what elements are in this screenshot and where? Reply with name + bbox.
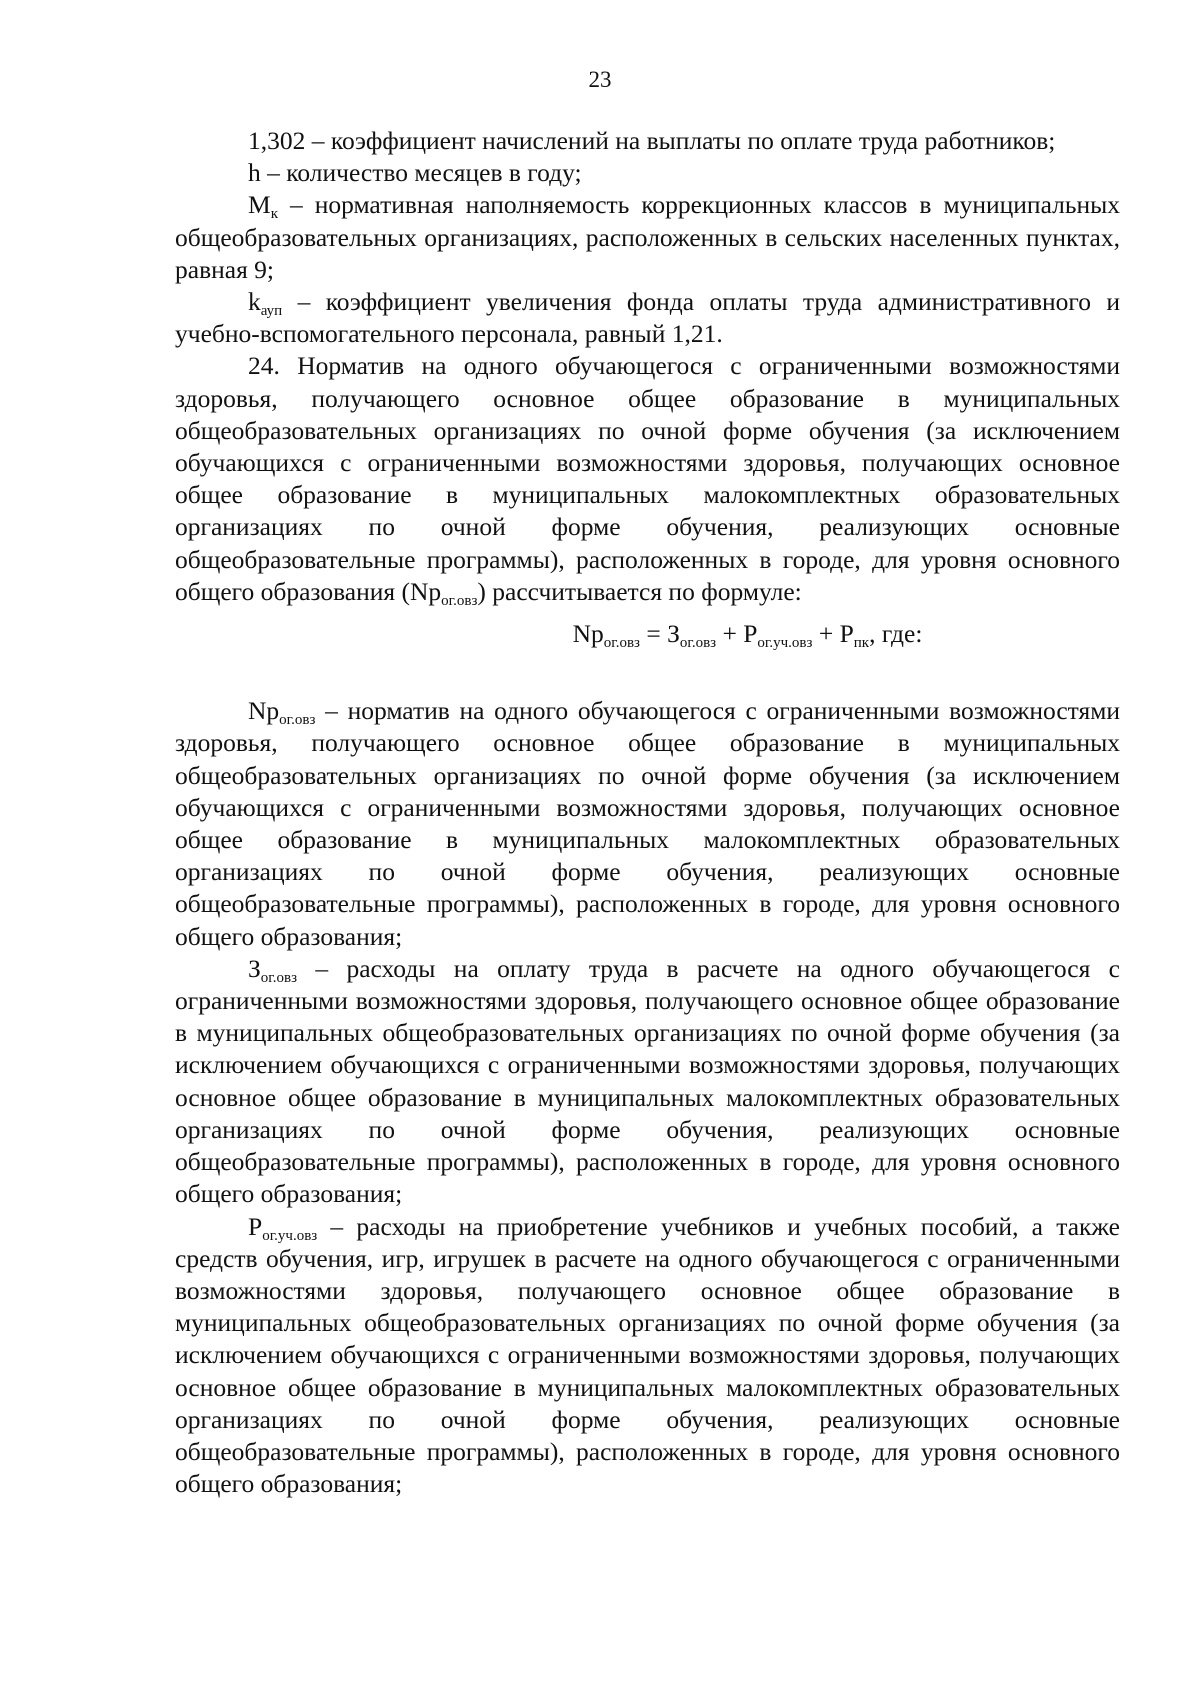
symbol-subscript: ауп — [260, 303, 283, 320]
definition-text: – расходы на приобретение учебников и учебных пособий, а также средств обучения, игр, игрушек в расчете на одного обучающегося с ограниченными возможностями здоровья, получающего основное общее образование в муниципальных общеобразовательных организациях по очной форме обучения (за исключением обучающихся с ограниченными возможностями здоровья, получающих основное общее образование в муниципальных малокомплектных образовательных организациях по очной форме обучения, реализующих основные общеобразовательные программы), расположенных в городе, для уровня основного общего образования; — [175, 1211, 1120, 1499]
symbol-subscript: ог.овз — [279, 712, 316, 729]
paragraph-item-24 — [175, 350, 1120, 608]
paragraph-text: h – количество месяцев в году; — [248, 158, 582, 188]
definition-z — [175, 953, 1120, 1211]
paragraph-mk — [175, 189, 1120, 286]
symbol: З — [248, 953, 261, 983]
page-number: 23 — [588, 67, 612, 92]
paragraph-text-tail: ) рассчитывается по — [477, 576, 695, 606]
formula-plus2: + Р — [812, 619, 854, 649]
symbol-subscript: ог.уч.овз — [262, 1227, 318, 1244]
formula-term3-sub: пк — [853, 635, 870, 652]
symbol: М — [248, 190, 271, 220]
formula-plus1: + Р — [716, 619, 758, 649]
formula-eq: = З — [639, 619, 680, 649]
definition-np — [175, 695, 1120, 953]
paragraph-text: 1,302 – коэффициент начислений на выплаты по оплате труда работников; — [248, 126, 1056, 155]
formula-tail: , где: — [869, 619, 923, 649]
symbol-subscript: к — [270, 206, 278, 223]
paragraph-text: – нормативная наполняемость коррекционных классов в муниципальных общеобразовательных организациях, расположенных в сельских населенных пунктах, равная 9; — [175, 190, 1120, 284]
formula-lhs: Np — [572, 619, 604, 649]
paragraph-kaup — [175, 286, 1120, 350]
formula-term1-sub: ог.овз — [679, 635, 717, 652]
symbol: k — [248, 287, 261, 317]
paragraph-months — [175, 157, 1120, 189]
symbol-subscript: ог.овз — [260, 969, 297, 986]
formula-term2-sub: ог.уч.овз — [757, 635, 813, 652]
paragraph-text: 24. Норматив на одного обучающегося с ограниченными возможностями здоровья, получающего основное общее образование в муниципальных общеобразовательных организациях по очной форме обучения (за исключением обучающихся с ограниченными возможностями здоровья, получающих основное общее образование в муниципальных малокомплектных образовательных организациях по очной форме обучения, реализующих основные общеобразовательные программы), расположенных в городе, для уровня основного общего образования (Np — [175, 351, 1120, 606]
formula — [375, 618, 1120, 650]
definition-r — [175, 1211, 1120, 1501]
symbol-subscript: ог.овз — [441, 592, 478, 609]
paragraph-text-formula-intro: формуле: — [701, 576, 802, 606]
definition-text: – норматив на одного обучающегося с ограниченными возможностями здоровья, получающего основное общее образование в муниципальных общеобразовательных организациях по очной форме обучения (за исключением обучающихся с ограниченными возможностями здоровья, получающих основное общее образование в муниципальных малокомплектных образовательных организациях по очной форме обучения, реализующих основные общеобразовательные программы), расположенных в городе, для уровня основного общего образования; — [175, 696, 1120, 951]
document-body — [175, 125, 1120, 1500]
symbol: Np — [248, 696, 280, 726]
definition-text: – расходы на оплату труда в расчете на одного обучающегося с ограниченными возможностями здоровья, получающего основное общее образование в муниципальных общеобразовательных организациях по очной форме обучения (за исключением обучающихся с ограниченными возможностями здоровья, получающих основное общее образование в муниципальных малокомплектных образовательных организациях по очной форме обучения, реализующих основные общеобразовательные программы), расположенных в городе, для уровня основного общего образования; — [175, 953, 1120, 1209]
paragraph-text: – коэффициент увеличения фонда оплаты труда административного и учебно-вспомогательного персонала, равный 1,21. — [175, 287, 1120, 349]
formula-lhs-sub: ог.овз — [603, 635, 640, 652]
symbol: Р — [248, 1211, 263, 1241]
paragraph-coefficient-1302 — [175, 125, 1120, 157]
